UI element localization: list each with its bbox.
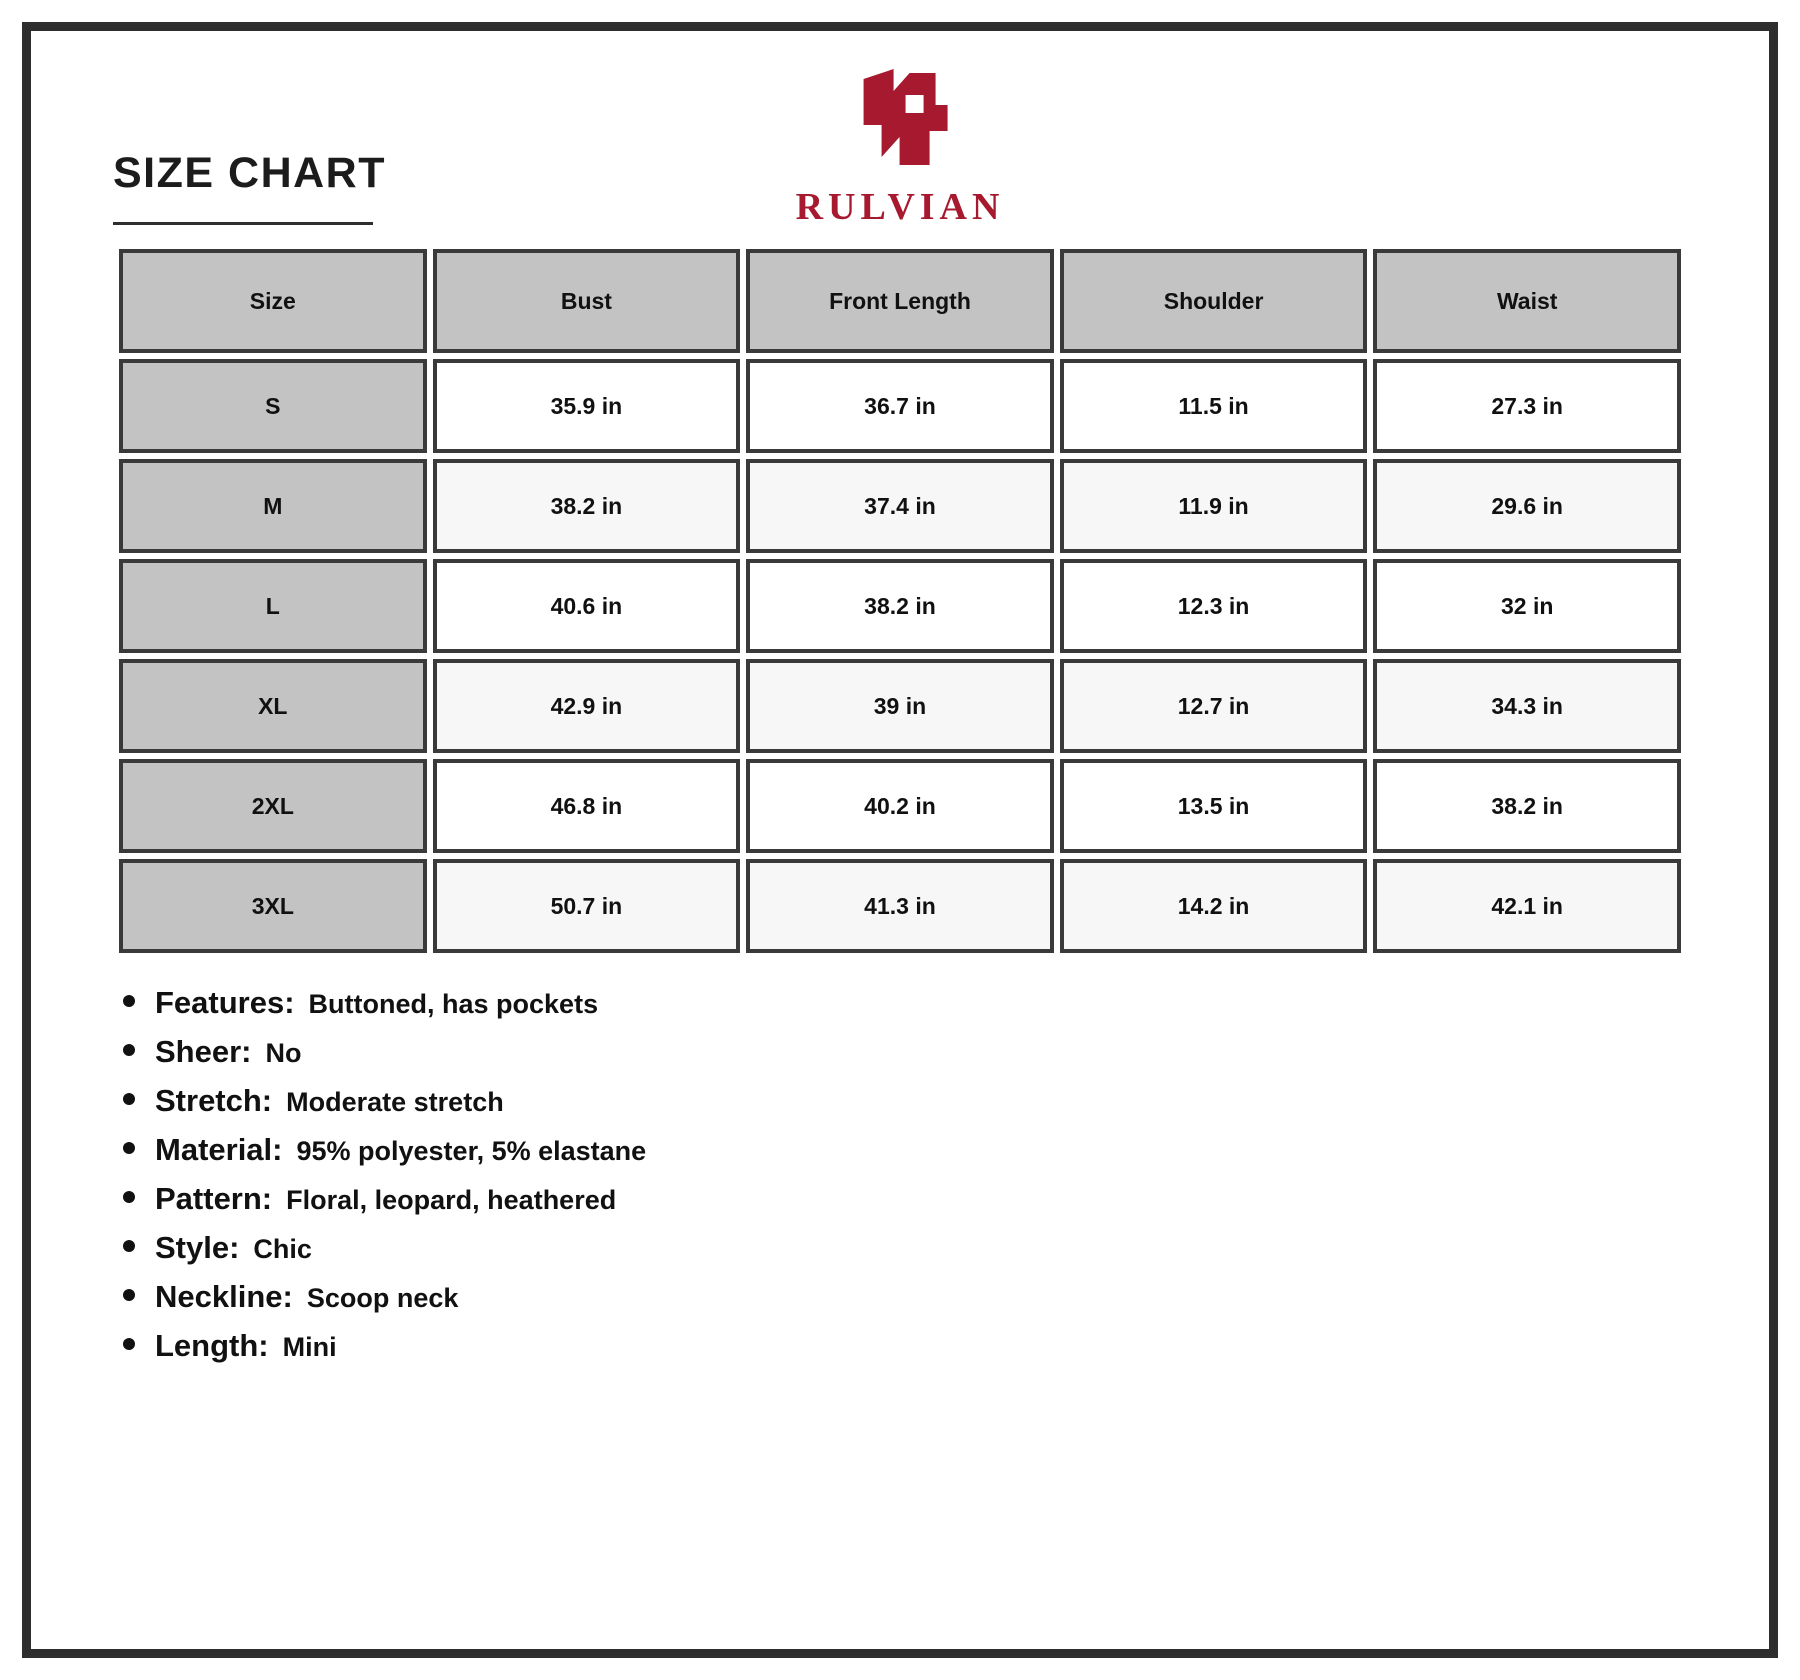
spec-value: Buttoned, has pockets bbox=[308, 989, 599, 1019]
bullet-icon bbox=[123, 1289, 135, 1301]
cell-size: 2XL bbox=[119, 759, 427, 853]
column-header-waist: Waist bbox=[1373, 249, 1681, 353]
title-underline bbox=[113, 222, 373, 225]
content-frame bbox=[22, 22, 1778, 1658]
cell-shoulder: 13.5 in bbox=[1060, 759, 1368, 853]
table-row bbox=[119, 559, 1681, 653]
cell-size: XL bbox=[119, 659, 427, 753]
cell-size: 3XL bbox=[119, 859, 427, 953]
bullet-icon bbox=[123, 1093, 135, 1105]
list-item bbox=[123, 1083, 1687, 1119]
cell-waist: 27.3 in bbox=[1373, 359, 1681, 453]
bullet-icon bbox=[123, 1240, 135, 1252]
column-header-shoulder: Shoulder bbox=[1060, 249, 1368, 353]
cell-front-length: 39 in bbox=[746, 659, 1054, 753]
table-row bbox=[119, 659, 1681, 753]
spec-label: Pattern: bbox=[155, 1181, 273, 1216]
bullet-icon bbox=[123, 1191, 135, 1203]
list-item bbox=[123, 1181, 1687, 1217]
list-item bbox=[123, 1034, 1687, 1070]
spec-label: Material: bbox=[155, 1132, 283, 1167]
spec-label: Features: bbox=[155, 985, 295, 1020]
bullet-icon bbox=[123, 1044, 135, 1056]
cell-shoulder: 12.3 in bbox=[1060, 559, 1368, 653]
list-item bbox=[123, 985, 1687, 1021]
list-item bbox=[123, 1230, 1687, 1266]
page-title: SIZE CHART bbox=[113, 149, 386, 197]
spec-value: Scoop neck bbox=[306, 1283, 459, 1313]
bullet-icon bbox=[123, 995, 135, 1007]
brand-logo bbox=[796, 61, 1005, 229]
cell-shoulder: 11.9 in bbox=[1060, 459, 1368, 553]
table-header-row bbox=[119, 249, 1681, 353]
table-row bbox=[119, 859, 1681, 953]
cell-size: M bbox=[119, 459, 427, 553]
cell-bust: 35.9 in bbox=[433, 359, 741, 453]
cell-size: L bbox=[119, 559, 427, 653]
cell-bust: 38.2 in bbox=[433, 459, 741, 553]
list-item bbox=[123, 1279, 1687, 1315]
cell-front-length: 38.2 in bbox=[746, 559, 1054, 653]
cell-bust: 50.7 in bbox=[433, 859, 741, 953]
table-row bbox=[119, 459, 1681, 553]
cell-shoulder: 12.7 in bbox=[1060, 659, 1368, 753]
cell-shoulder: 11.5 in bbox=[1060, 359, 1368, 453]
cell-bust: 42.9 in bbox=[433, 659, 741, 753]
spec-value: Mini bbox=[282, 1332, 337, 1362]
cell-waist: 38.2 in bbox=[1373, 759, 1681, 853]
column-header-bust: Bust bbox=[433, 249, 741, 353]
cell-front-length: 41.3 in bbox=[746, 859, 1054, 953]
spec-value: No bbox=[265, 1038, 302, 1068]
brand-name: RULVIAN bbox=[795, 186, 1005, 228]
product-specs-list bbox=[113, 985, 1687, 1364]
title-block bbox=[113, 149, 386, 225]
spec-label: Style: bbox=[155, 1230, 240, 1265]
bullet-icon bbox=[123, 1142, 135, 1154]
cell-front-length: 40.2 in bbox=[746, 759, 1054, 853]
cell-bust: 46.8 in bbox=[433, 759, 741, 853]
spec-label: Stretch: bbox=[155, 1083, 273, 1118]
cell-front-length: 36.7 in bbox=[746, 359, 1054, 453]
column-header-front-length: Front Length bbox=[746, 249, 1054, 353]
cell-waist: 32 in bbox=[1373, 559, 1681, 653]
spec-value: Chic bbox=[253, 1234, 312, 1264]
cell-waist: 29.6 in bbox=[1373, 459, 1681, 553]
cell-bust: 40.6 in bbox=[433, 559, 741, 653]
list-item bbox=[123, 1132, 1687, 1168]
spec-label: Neckline: bbox=[155, 1279, 293, 1314]
spec-value: Moderate stretch bbox=[286, 1087, 504, 1117]
cell-size: S bbox=[119, 359, 427, 453]
table-row bbox=[119, 359, 1681, 453]
size-chart-table bbox=[113, 243, 1687, 959]
header bbox=[113, 31, 1687, 239]
bullet-icon bbox=[123, 1338, 135, 1350]
rulvian-r-logo-icon bbox=[820, 61, 980, 181]
cell-waist: 34.3 in bbox=[1373, 659, 1681, 753]
cell-waist: 42.1 in bbox=[1373, 859, 1681, 953]
column-header-size: Size bbox=[119, 249, 427, 353]
spec-value: 95% polyester, 5% elastane bbox=[296, 1136, 647, 1166]
spec-value: Floral, leopard, heathered bbox=[286, 1185, 617, 1215]
spec-label: Sheer: bbox=[155, 1034, 252, 1069]
table-row bbox=[119, 759, 1681, 853]
list-item bbox=[123, 1328, 1687, 1364]
spec-label: Length: bbox=[155, 1328, 269, 1363]
cell-shoulder: 14.2 in bbox=[1060, 859, 1368, 953]
cell-front-length: 37.4 in bbox=[746, 459, 1054, 553]
